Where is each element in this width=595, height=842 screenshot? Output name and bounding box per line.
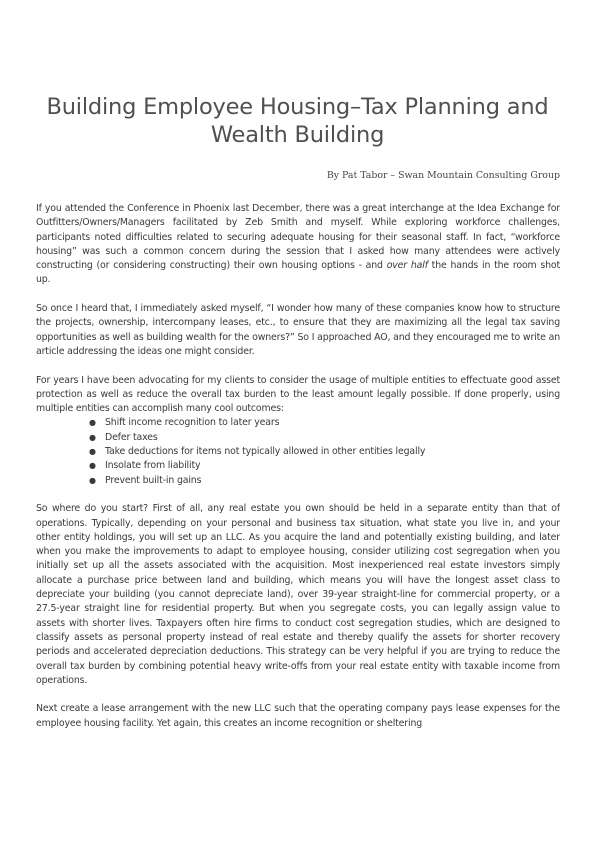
bullet-icon: ● bbox=[89, 447, 96, 457]
list-item: ● Prevent built-in gains bbox=[36, 474, 560, 488]
paragraph-1: If you attended the Conference in Phoenix last December, there was a great interchange at the Idea Exchange for Outfitters/Owners/Managers facilitated by Zeb Smith and myself. While exploring workforce challenges, participants noted difficulties related to securing adequate housing for their seasonal staff. In fact, “workforce housing” was such a common concern during the session that I asked how many attendees were actively constructing (or considering constructing) their own housing options - and over half the hands in the room shot up. bbox=[36, 203, 560, 286]
paragraph-5: Next create a lease arrangement with the new LLC such that the operating company pays lease expenses for the employee housing facility. Yet again, this creates an income recognition or sheltering bbox=[36, 703, 560, 729]
emphasis-text: over half bbox=[386, 260, 428, 272]
author-byline: By Pat Tabor – Swan Mountain Consulting Group bbox=[326, 170, 560, 181]
paragraph-3: For years I have been advocating for my clients to consider the usage of multiple entities to effectuate good asset protection as well as reduce the overall tax burden to the least amount legally possible. If done properly, using multiple entities can accomplish many cool outcomes: bbox=[36, 374, 560, 415]
bullet-icon: ● bbox=[89, 418, 96, 428]
page-title: Building Employee Housing–Tax Planning and Wealth Building bbox=[46, 94, 549, 148]
list-item: ● Take deductions for items not typically allowed in other entities legally bbox=[36, 445, 560, 459]
list-item: ● Shift income recognition to later years bbox=[36, 416, 560, 430]
bullet-icon: ● bbox=[89, 475, 96, 485]
bullet-icon: ● bbox=[89, 461, 96, 471]
list-item: ● Insolate from liability bbox=[36, 459, 560, 473]
paragraph-2: So once I heard that, I immediately asked myself, “I wonder how many of these companies know how to structure the projects, ownership, intercompany leases, etc., to ensure that they are maximizing all the legal tax saving opportunities as well as building wealth for the owners?” So I approached AO, and they encouraged me to write an article addressing the ideas one might consider. bbox=[36, 303, 560, 357]
article-body bbox=[36, 202, 560, 762]
bullet-icon: ● bbox=[89, 432, 96, 442]
list-item: ● Defer taxes bbox=[36, 431, 560, 445]
paragraph-4: So where do you start? First of all, any real estate you own should be held in a separate entity than that of operations. Typically, depending on your personal and business tax situation, what state you live in, and your other entity holdings, you will set up an LLC. As you acquire the land and potentially existing building, and later when you make the improvements to adapt to employee housing, consider utilizing cost segregation when you initially set up all the assets associated with the acquisition. Most inexperienced real estate investors simply allocate a purchase price between land and building, which means you will have the longest asset class to depreciate your building (you cannot depreciate land), over 39-year straight-line for commercial property, or a 27.5-year straight line for residential property. But when you segregate costs, you can legally assign value to assets with shorter lives. Taxpayers often hire firms to conduct cost segregation studies, which are designed to classify assets as personal property instead of real estate and thereby qualify the assets for shorter recovery periods and accelerated depreciation deductions. This strategy can be very helpful if you are trying to reduce the overall tax burden by combining potential heavy write-offs from your real estate entity with taxable income from operations. bbox=[36, 503, 560, 686]
outcomes-list bbox=[36, 416, 560, 487]
